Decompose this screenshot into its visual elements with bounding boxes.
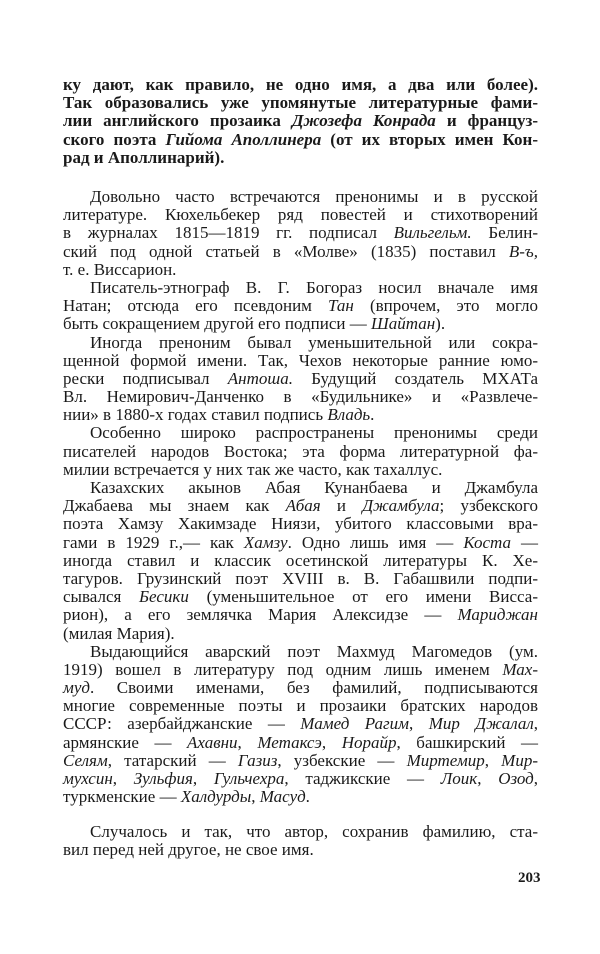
text-run: быть сокращением другой его подписи — <box>63 314 372 334</box>
text-run: т. е. Виссарион. <box>63 259 177 279</box>
italic-name: Миртемир <box>406 750 485 770</box>
text-run: писателей народов Востока; эта форма литературной фа- <box>63 441 538 461</box>
text-line <box>63 661 538 679</box>
text-line <box>63 443 538 461</box>
text-line <box>63 697 538 715</box>
text-run: ). <box>435 314 446 334</box>
text-run: , <box>112 769 134 788</box>
text-line <box>63 461 538 479</box>
text-run: 1919) вошел в литературу под одним лишь именем <box>63 659 503 679</box>
text-line <box>63 424 538 442</box>
text-run: , <box>321 732 342 752</box>
text-run: тагуров. Грузинский поэт XVIII в. В. Габашвили подпи- <box>63 568 538 588</box>
text-run: , <box>477 769 499 788</box>
text-line <box>63 297 538 315</box>
text-run: рад и Аполлинарий). <box>63 147 225 167</box>
text-run: , <box>533 769 538 788</box>
text-run: многие современные поэты и прозаики братских народов <box>63 696 538 716</box>
italic-name: Гульчехра <box>213 769 285 788</box>
text-line <box>63 94 538 112</box>
text-run: Выдающийся аварский поэт Махмуд Магомедов (ум. <box>90 641 538 661</box>
text-run: , татарский — <box>107 750 238 770</box>
text-run: Казахских акынов Абая Кунанбаева и Джамбула <box>90 478 538 497</box>
text-run: ку дают, как правило, не одно имя, а два или более). <box>63 75 538 94</box>
text-run: . <box>370 405 375 425</box>
text-line <box>63 279 538 297</box>
italic-name: Селям <box>63 750 108 770</box>
text-line <box>63 76 538 94</box>
italic-name: Газиз <box>237 750 278 770</box>
text-line <box>63 770 538 788</box>
text-line <box>63 588 538 606</box>
text-run: поэта Хамзу Хакимзаде Ниязи, убитого классовыми вра- <box>63 514 538 534</box>
text-run: ский под одной статьей в «Молве» (1835) поставил <box>63 241 509 261</box>
text-run: , таджикские — <box>284 769 441 788</box>
text-run: в журналах 1815—1819 гг. подписал <box>63 223 394 243</box>
text-line <box>63 515 538 533</box>
text-run: нии» в 1880-х годах ставил подпись <box>63 405 328 425</box>
text-run: рион), а его землячка Мария Алексидзе — <box>63 605 458 625</box>
text-line <box>63 643 538 661</box>
text-line <box>63 679 538 697</box>
text-line <box>63 534 538 552</box>
text-line <box>63 497 538 515</box>
italic-name: Хамзу <box>243 532 288 552</box>
text-run: . Одно лишь имя — <box>287 532 464 552</box>
text-line <box>63 112 538 130</box>
italic-name: мухсин <box>63 769 113 788</box>
text-line <box>63 625 538 643</box>
text-run: Случалось и так, что автор, сохранив фамилию, ста- <box>90 822 538 841</box>
italic-name: Антоша. <box>227 368 293 388</box>
text-line <box>63 352 538 370</box>
text-line <box>63 188 538 206</box>
text-line <box>63 788 538 806</box>
italic-name: Озод <box>498 769 534 788</box>
italic-name: Коста <box>463 532 511 552</box>
italic-name: Бесики <box>139 587 189 607</box>
text-line <box>63 734 538 752</box>
text-run: (впрочем, это могло <box>353 296 538 316</box>
text-run: ского поэта <box>63 129 166 149</box>
text-run: , <box>484 750 502 770</box>
text-run: (уменьшительное от его имени Висса- <box>188 587 538 607</box>
page-number: 203 <box>518 870 541 886</box>
text-line <box>63 479 538 497</box>
text-run: , <box>533 714 538 734</box>
text-run: . <box>305 787 310 807</box>
text-run: , <box>251 787 260 807</box>
text-run: лии английского прозаика <box>63 111 292 131</box>
text-run: рески подписывал <box>63 368 228 388</box>
text-run: и француз- <box>435 111 538 131</box>
text-line <box>63 206 538 224</box>
italic-name: Мир- <box>501 750 538 770</box>
text-run: , башкирский — <box>396 732 538 752</box>
text-run: Особенно широко распространены пренонимы среди <box>90 423 538 443</box>
italic-name: Мир Джалал <box>428 714 534 734</box>
text-block-closing <box>63 823 538 859</box>
text-run: вил перед ней другое, не свое имя. <box>63 840 314 860</box>
italic-name: Норайр <box>341 732 397 752</box>
text-run: сывался <box>63 587 140 607</box>
text-line <box>63 149 538 167</box>
text-line <box>63 715 538 733</box>
text-run: гами в 1929 г.,— как <box>63 532 244 552</box>
text-run: туркменские — <box>63 787 181 807</box>
text-line <box>63 261 538 279</box>
italic-name: Метаксэ <box>257 732 322 752</box>
text-line <box>63 224 538 242</box>
italic-name: Джамбула <box>362 496 440 516</box>
text-run: армянские — <box>63 732 188 752</box>
text-block-main <box>63 188 538 806</box>
italic-name: Шайтан <box>371 314 436 334</box>
italic-name: Мамед Рагим <box>300 714 409 734</box>
text-run: литературе. Кюхельбекер ряд повестей и стихотворений <box>63 205 538 225</box>
text-run: , узбекские — <box>277 750 407 770</box>
italic-name: Владь <box>327 405 371 425</box>
italic-name: Халдурды <box>180 787 252 807</box>
text-run: и <box>320 496 363 516</box>
text-line <box>63 370 538 388</box>
italic-name: Мариджан <box>457 605 538 625</box>
italic-name: Масуд <box>259 787 306 807</box>
text-run: , <box>408 714 429 734</box>
text-line <box>63 606 538 624</box>
text-run: . Своими именами, без фамилий, подписываются <box>89 678 538 698</box>
text-run: Белин- <box>471 223 538 243</box>
italic-name: Абая <box>285 496 321 516</box>
text-line <box>63 841 538 859</box>
text-run: , <box>237 732 258 752</box>
italic-name: Гийома Аполлинера <box>165 129 322 149</box>
text-run: Будущий создатель МХАТа <box>292 368 538 388</box>
text-run: СССР: азербайджанские — <box>63 714 301 734</box>
italic-name: муд <box>63 678 90 698</box>
italic-name: Вильгельм. <box>393 223 472 243</box>
text-run: щенной формой имени. Так, Чехов некоторые ранние юмо- <box>63 350 538 370</box>
text-run: Вл. Немирович-Данченко в «Будильнике» и «Развлече- <box>63 387 538 407</box>
text-run: иногда ставил и классик осетинской литературы К. Хе- <box>63 550 538 570</box>
text-run: ; узбекского <box>439 496 538 516</box>
text-run: Так образовались уже упомянутые литературные фами- <box>63 93 538 113</box>
italic-name: Зульфия <box>133 769 193 788</box>
text-run: (от их вторых имен Кон- <box>321 129 538 149</box>
text-line <box>63 552 538 570</box>
text-line <box>63 243 538 261</box>
italic-name: Ахавни <box>187 732 238 752</box>
italic-name: Мах- <box>502 659 538 679</box>
text-run: Иногда преноним бывал уменьшительной или сокра- <box>90 332 538 352</box>
text-line <box>63 752 538 770</box>
text-line <box>63 131 538 149</box>
text-line <box>63 334 538 352</box>
text-block-continuation <box>63 76 538 167</box>
text-run: милии встречается у них так же часто, как тахаллус. <box>63 459 443 479</box>
text-run: Натан; отсюда его псевдоним <box>63 296 329 316</box>
text-run: — <box>510 532 538 552</box>
italic-name: В-ъ, <box>508 241 538 261</box>
text-run: Писатель-этнограф В. Г. Богораз носил вначале имя <box>90 277 538 297</box>
text-line <box>63 823 538 841</box>
text-line <box>63 388 538 406</box>
text-run: , <box>192 769 214 788</box>
text-run: (милая Мария). <box>63 623 175 643</box>
italic-name: Джозефа Конрада <box>291 111 436 131</box>
text-run: Довольно часто встречаются пренонимы и в русской <box>90 187 538 206</box>
text-run: Джабаева мы знаем как <box>63 496 286 516</box>
text-line <box>63 406 538 424</box>
text-line <box>63 315 538 333</box>
italic-name: Тан <box>328 296 354 316</box>
text-line <box>63 570 538 588</box>
italic-name: Лоик <box>440 769 478 788</box>
